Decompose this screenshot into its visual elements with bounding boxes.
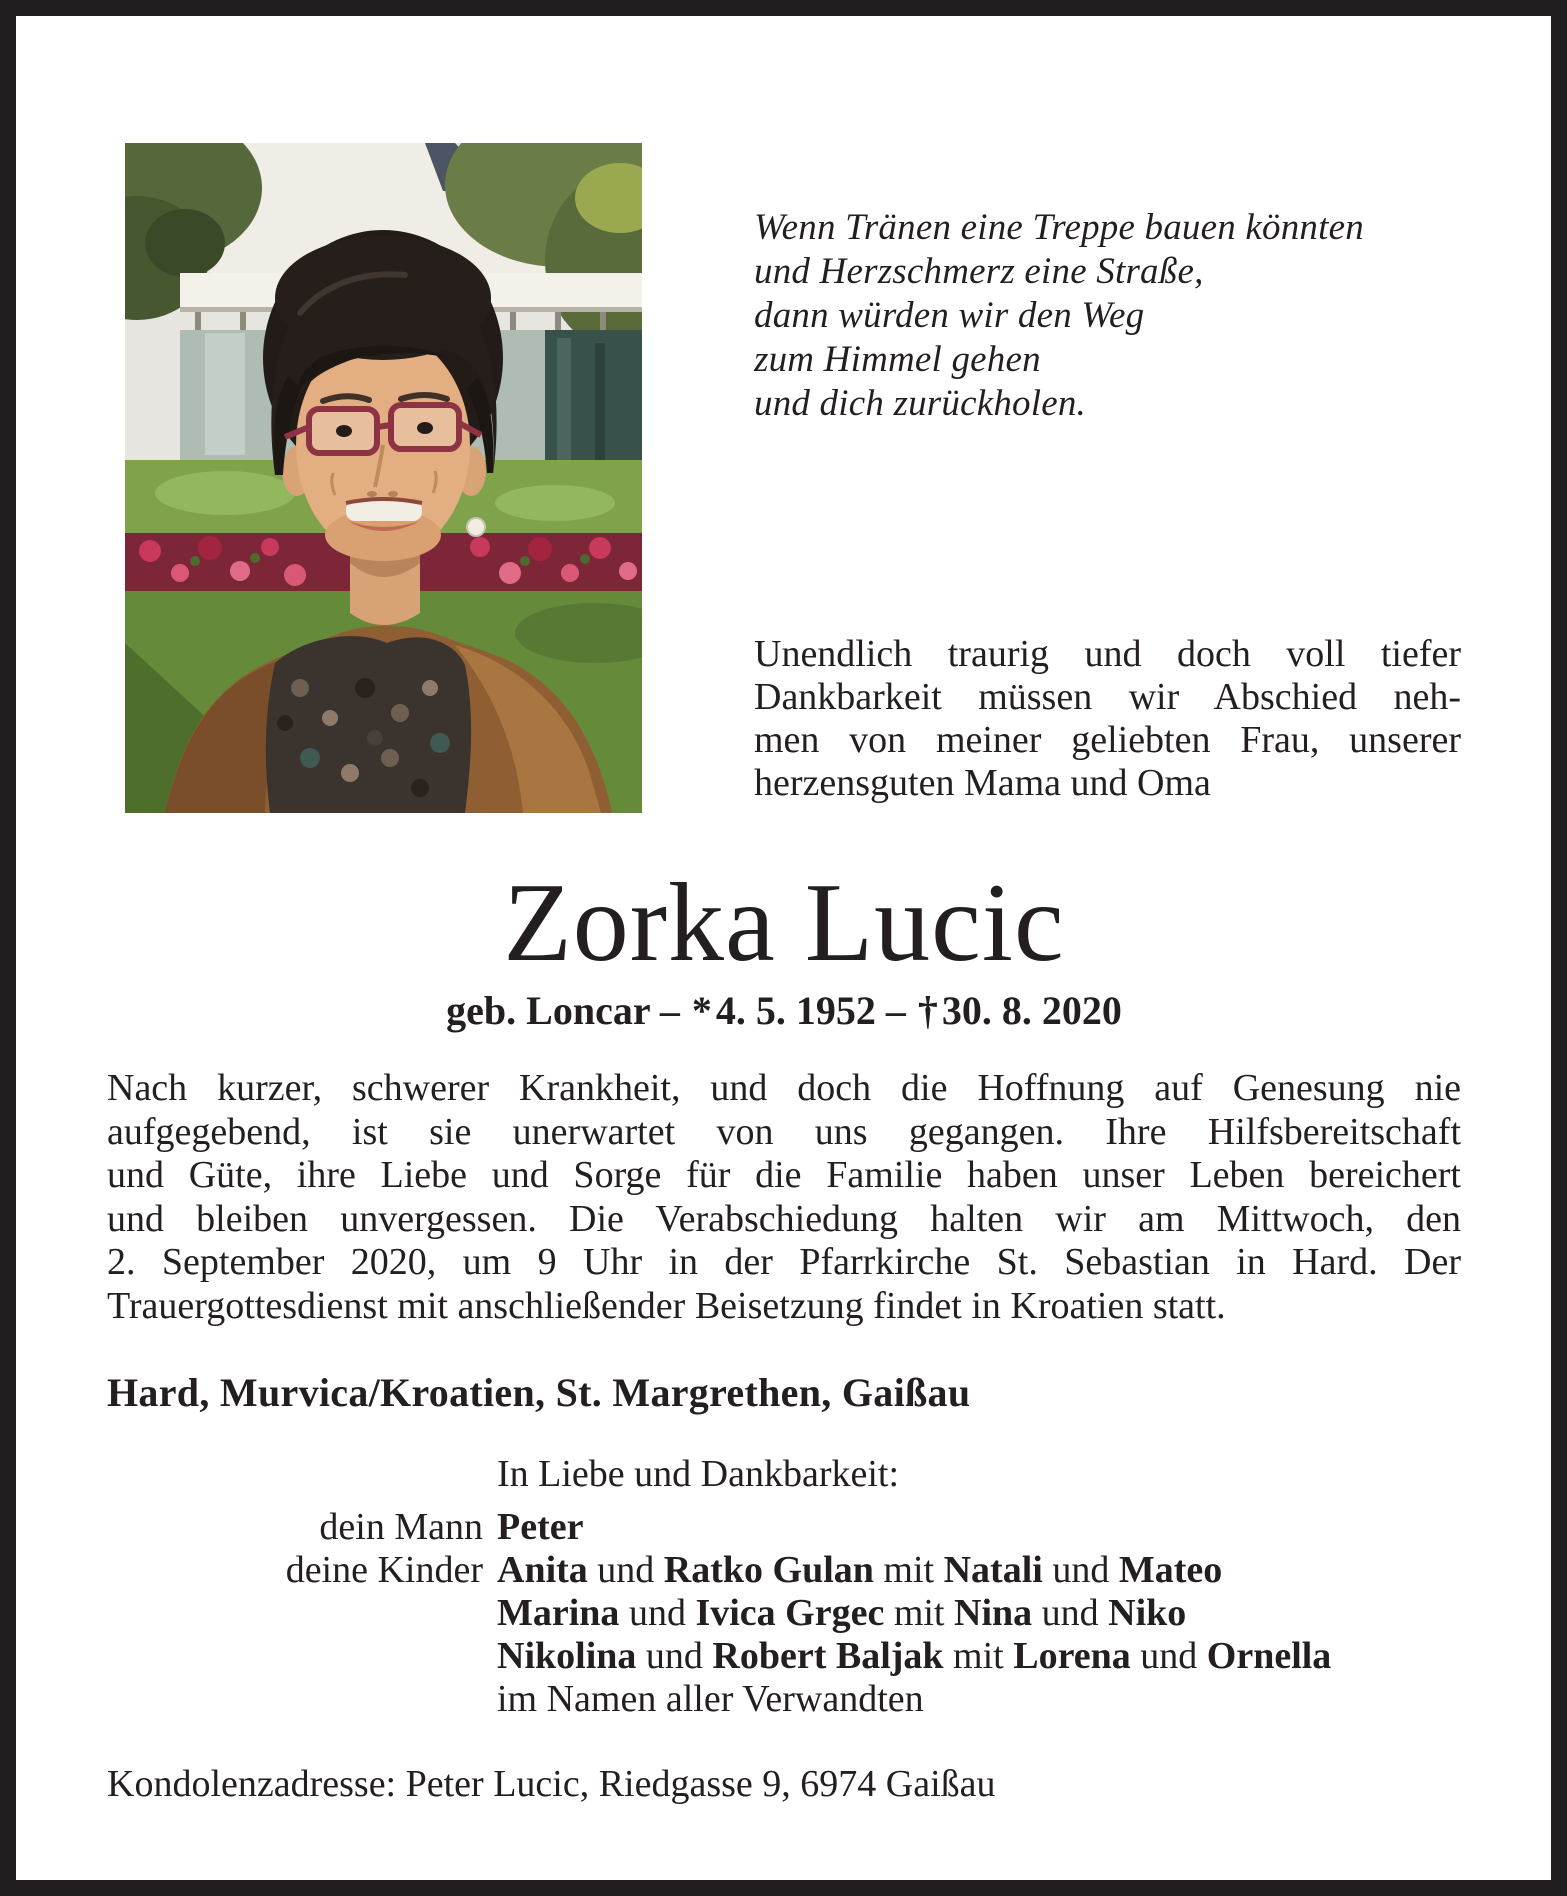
closing-line: In Liebe und Dankbarkeit: bbox=[497, 1453, 900, 1495]
death-date: 30. 8. 2020 bbox=[941, 988, 1122, 1033]
poem-line: und Herzschmerz eine Straße, bbox=[754, 251, 1204, 292]
family-name: Ratko Gulan bbox=[663, 1549, 874, 1591]
locations-line: Hard, Murvica/Kroatien, St. Margrethen, Gaißau bbox=[107, 1370, 971, 1415]
family-name: Nina bbox=[954, 1592, 1033, 1634]
family-row bbox=[107, 1592, 1331, 1635]
family-relation-label bbox=[107, 1678, 483, 1721]
poem-line: dann würden wir den Weg bbox=[754, 295, 1145, 336]
family-name: Ivica Grgec bbox=[695, 1592, 885, 1634]
family-connector: und bbox=[619, 1592, 696, 1634]
scarf bbox=[266, 636, 471, 813]
family-connector: und bbox=[1042, 1549, 1119, 1591]
obituary-line: aufgegebend, ist sie unerwartet von uns gegangen. Ihre Hilfsbereitschaft bbox=[107, 1110, 1461, 1153]
family-relation-label bbox=[107, 1592, 483, 1635]
obituary-line: Nach kurzer, schwerer Krankheit, und doch die Hoffnung auf Genesung nie bbox=[107, 1067, 1461, 1109]
family-connector: mit bbox=[943, 1635, 1014, 1677]
family-connector: mit bbox=[884, 1592, 954, 1634]
family-name: Niko bbox=[1108, 1592, 1187, 1634]
family-connector: und bbox=[636, 1635, 713, 1677]
family-note: im Namen aller Verwandten bbox=[497, 1678, 924, 1720]
family-relation-label: dein Mann bbox=[319, 1506, 483, 1548]
family-connector: mit bbox=[873, 1549, 944, 1591]
intro-line: herzensguten Mama und Oma bbox=[754, 762, 1211, 804]
family-connector: und bbox=[1130, 1635, 1207, 1677]
family-name: Peter bbox=[497, 1506, 584, 1548]
family-name: Nikolina bbox=[497, 1635, 637, 1677]
deceased-name: Zorka Lucic bbox=[503, 861, 1065, 985]
poem bbox=[754, 206, 1364, 426]
family-names bbox=[497, 1635, 1331, 1678]
pearl-earring bbox=[467, 518, 485, 536]
family-name: Ornella bbox=[1206, 1635, 1332, 1677]
family-names bbox=[497, 1506, 583, 1549]
poem-line: und dich zurückholen. bbox=[754, 383, 1086, 424]
obituary-line: und bleiben unvergessen. Die Verabschiedung halten wir am Mittwoch, den bbox=[107, 1197, 1461, 1240]
birth-name: geb. Loncar – bbox=[446, 988, 690, 1033]
obituary-line: 2. September 2020, um 9 Uhr in der Pfarrkirche St. Sebastian in Hard. Der bbox=[107, 1241, 1461, 1283]
condolence-address: Kondolenzadresse: Peter Lucic, Riedgasse 9, 6974 Gaißau bbox=[107, 1763, 996, 1805]
family-names bbox=[497, 1549, 1222, 1592]
family-name: Natali bbox=[943, 1549, 1043, 1591]
family-row bbox=[107, 1678, 1331, 1721]
obituary-line: Trauergottesdienst mit anschließender Beisetzung findet in Kroatien statt. bbox=[107, 1284, 1226, 1327]
family-name: Robert Baljak bbox=[712, 1635, 944, 1677]
family-row bbox=[107, 1549, 1331, 1592]
family-connector: und bbox=[1032, 1592, 1109, 1634]
poem-line: zum Himmel gehen bbox=[754, 339, 1041, 380]
death-cross-symbol: † bbox=[917, 988, 938, 1033]
family-name: Mateo bbox=[1118, 1549, 1223, 1591]
birth-star-symbol: * bbox=[691, 988, 712, 1033]
birth-date: 4. 5. 1952 bbox=[715, 988, 876, 1033]
poem-line: Wenn Tränen eine Treppe bauen könnten bbox=[754, 207, 1364, 248]
dates-separator: – bbox=[875, 988, 916, 1033]
family-name: Marina bbox=[497, 1592, 620, 1634]
intro-line: Dankbarkeit müssen wir Abschied neh- bbox=[754, 676, 1461, 718]
family-connector: und bbox=[587, 1549, 664, 1591]
birth-death-dates bbox=[107, 988, 1461, 1034]
portrait-photo bbox=[125, 143, 642, 813]
family-name: Lorena bbox=[1013, 1635, 1131, 1677]
family-relation-label bbox=[107, 1635, 483, 1678]
obituary-text bbox=[107, 1067, 1461, 1328]
intro-line: men von meiner geliebten Frau, unserer bbox=[754, 719, 1461, 761]
family-names bbox=[497, 1678, 924, 1721]
family-names bbox=[497, 1592, 1186, 1635]
family-row bbox=[107, 1635, 1331, 1678]
portrait-illustration bbox=[125, 143, 642, 813]
family-row bbox=[107, 1506, 1331, 1549]
family-list bbox=[107, 1506, 1331, 1721]
obituary-line: und Güte, ihre Liebe und Sorge für die Familie haben unser Leben bereichert bbox=[107, 1154, 1461, 1196]
intro-line: Unendlich traurig und doch voll tiefer bbox=[754, 633, 1461, 675]
family-name: Anita bbox=[497, 1549, 588, 1591]
family-relation-label: deine Kinder bbox=[285, 1549, 483, 1591]
mourning-intro bbox=[754, 633, 1461, 805]
